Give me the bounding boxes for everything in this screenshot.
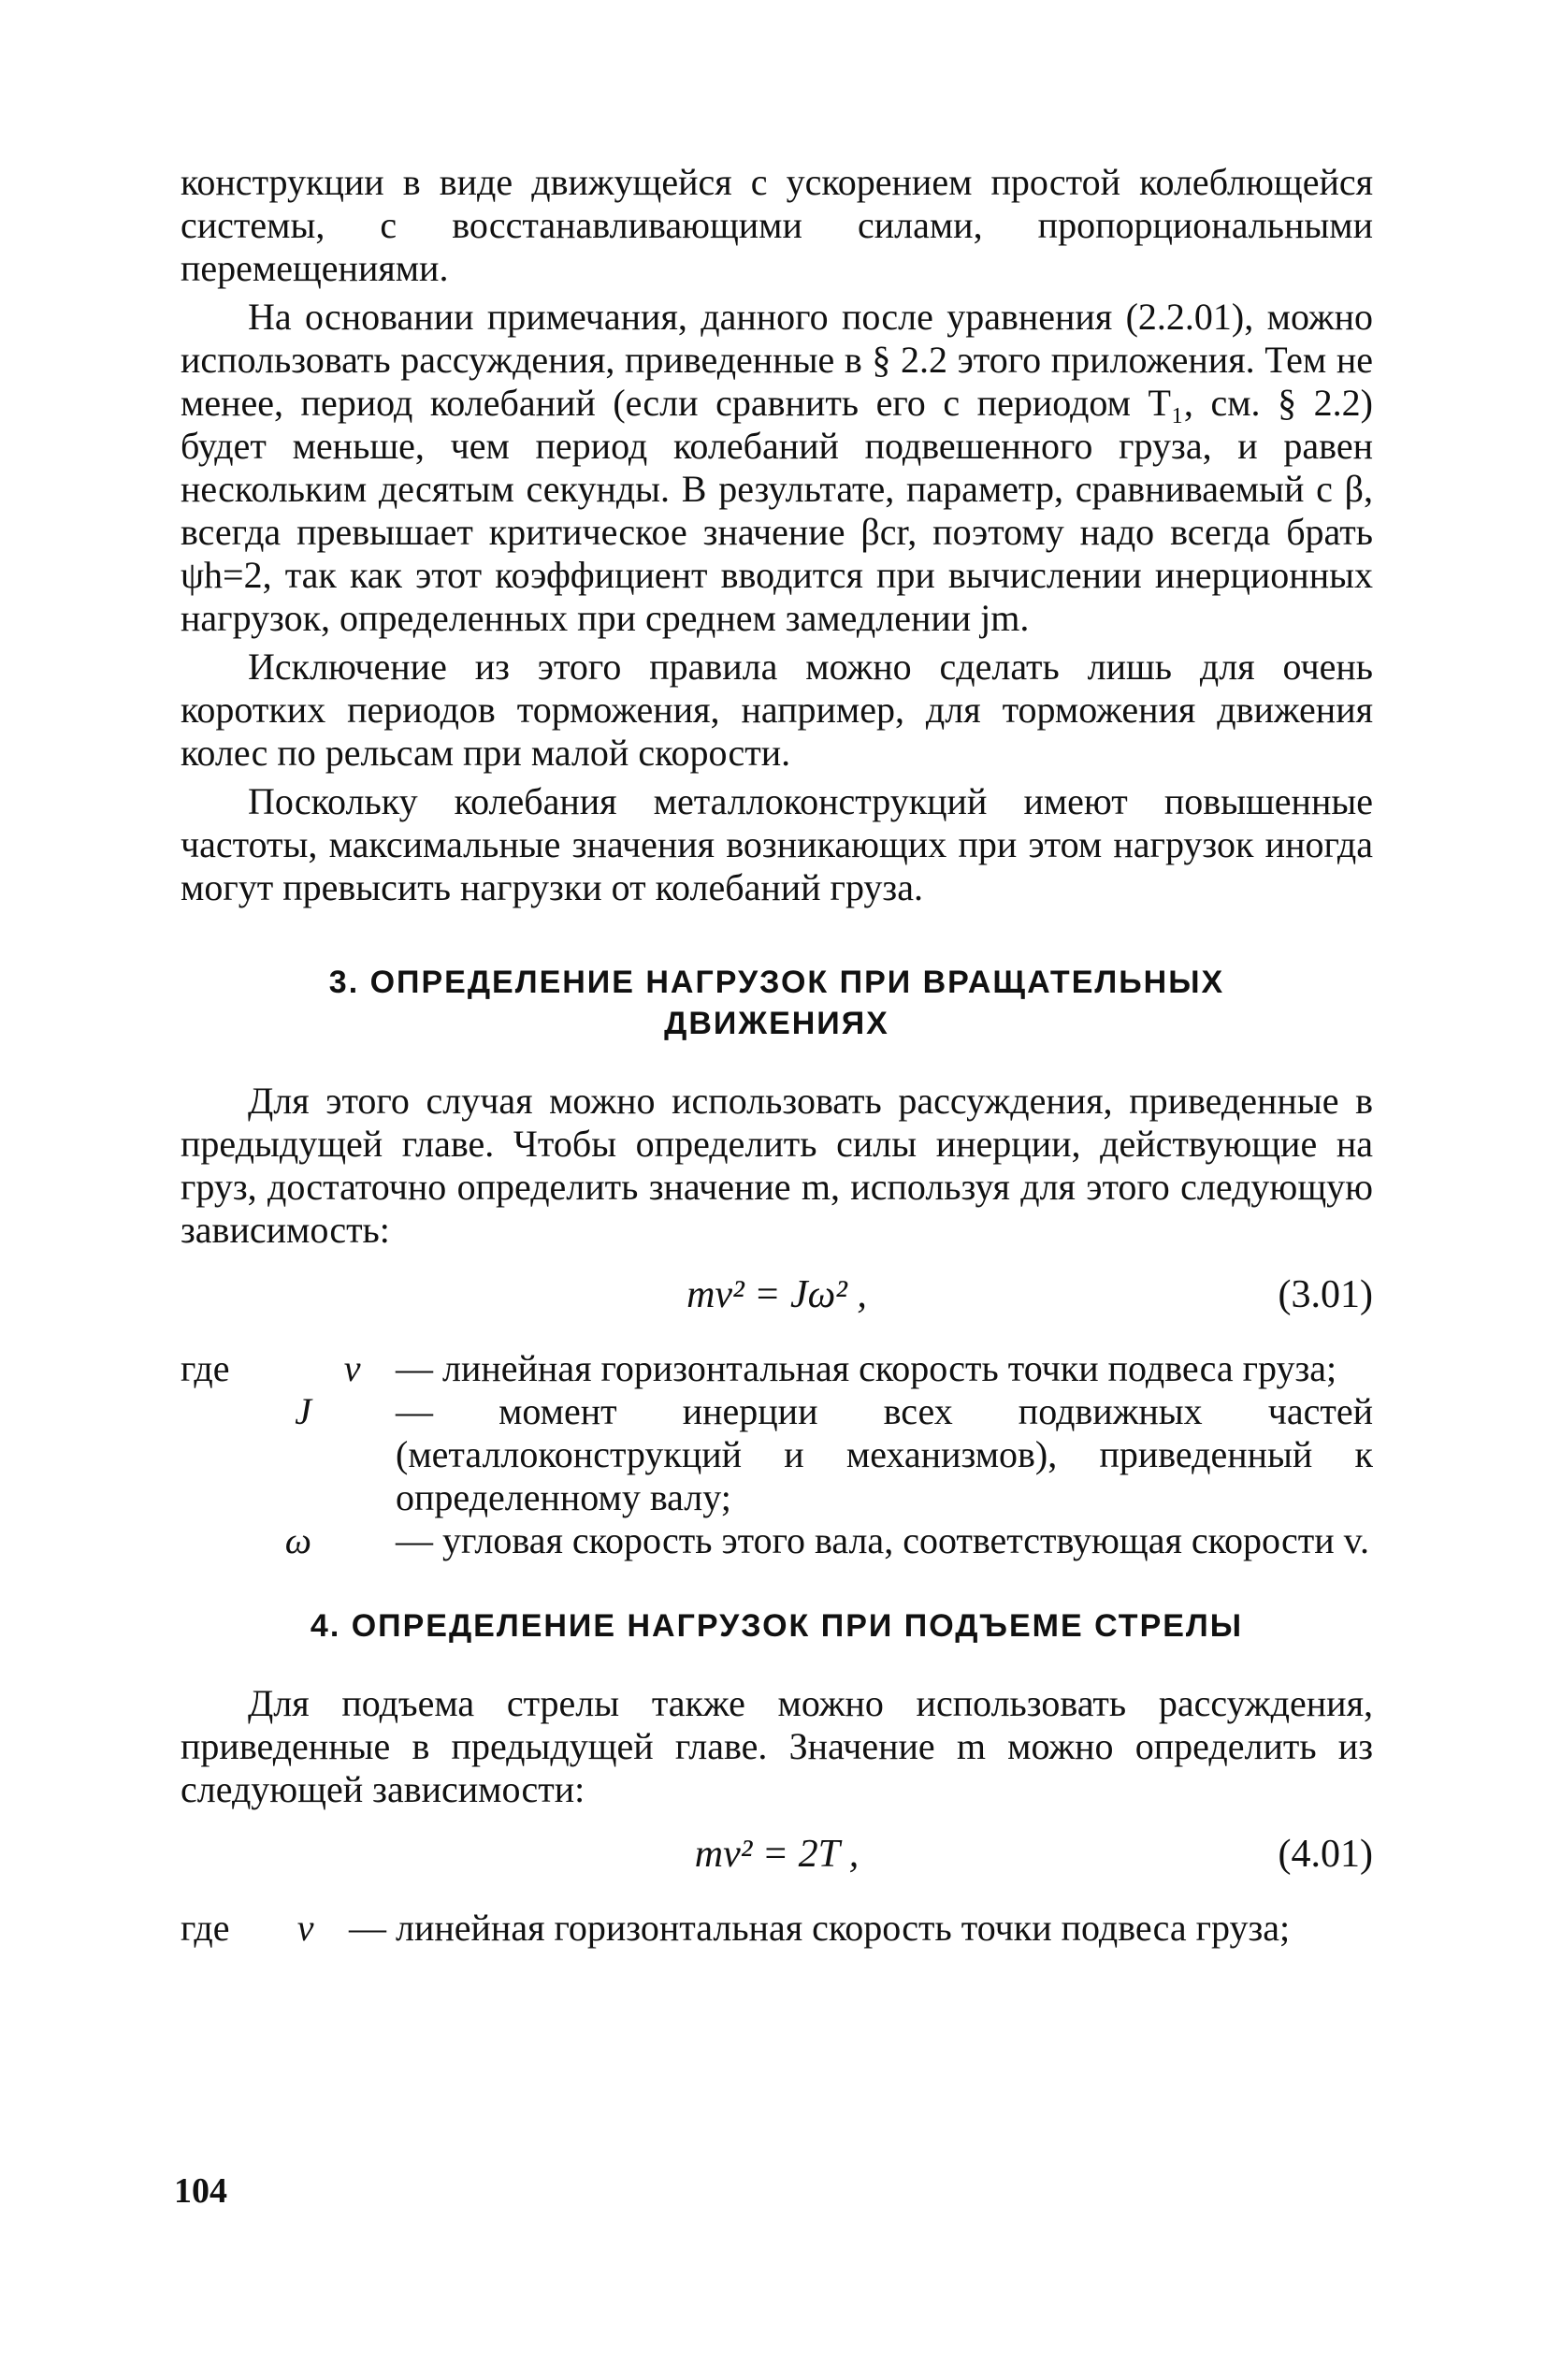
section-4-definitions [181, 1907, 1373, 1950]
definition-symbol: ω [284, 1519, 311, 1561]
equation-4-01 [181, 1832, 1373, 1890]
definition-row [181, 1390, 1373, 1519]
page-content [181, 161, 1373, 1950]
equation-3-01 [181, 1272, 1373, 1330]
paragraph-period: На основании примечания, данного после уравнения (2.2.01), можно использовать рассуждения, приведенные в § 2.2 этого приложения. Тем не менее, период колебаний (если сравнить его с периодом T₁, см. § 2.2) будет меньше, чем период колебаний подвешенного груза, и равен нескольким десятым секунды. В результате, параметр, сравниваемый с β, всегда превышает критическое значение βcr, поэтому надо всегда брать ψh=2, так как этот коэффициент вводится при вычислении инерционных нагрузок, определенных при среднем замедлении jm. [181, 296, 1373, 639]
definition-symbol: J [295, 1390, 311, 1432]
definition-lead: где [181, 1347, 230, 1389]
paragraph-exception: Исключение из этого правила можно сделать лишь для очень коротких периодов торможения, например, для торможения движения колес по рельсам при малой скорости. [181, 646, 1373, 774]
definition-text: — линейная горизонтальная скорость точки подвеса груза; [349, 1907, 1291, 1949]
section-4-paragraph: Для подъема стрелы также можно использовать рассуждения, приведенные в предыдущей главе. Значение m можно определить из следующей зависимости: [181, 1682, 1373, 1810]
section-3-heading-line1: 3. ОПРЕДЕЛЕНИЕ НАГРУЗОК ПРИ ВРАЩАТЕЛЬНЫХ [328, 965, 1225, 1000]
paragraph-continuation: конструкции в виде движущейся с ускорением простой колеблющейся системы, с восстанавливающими силами, пропорциональными перемещениями. [181, 161, 1373, 289]
definition-symbol: v [343, 1347, 361, 1389]
definition-lead: где [181, 1907, 230, 1949]
section-4-heading: 4. ОПРЕДЕЛЕНИЕ НАГРУЗОК ПРИ ПОДЪЕМЕ СТРЕЛЫ [310, 1608, 1244, 1644]
section-3-heading-line2: ДВИЖЕНИЯХ [664, 1006, 889, 1041]
equation-3-01-body: mv² = Jω² , [686, 1273, 867, 1316]
section-3-paragraph: Для этого случая можно использовать рассуждения, приведенные в предыдущей главе. Чтобы определить силы инерции, действующие на груз, достаточно определить значение m, используя для этого следующую зависимость: [181, 1080, 1373, 1251]
equation-4-01-number: (4.01) [1278, 1833, 1373, 1876]
section-3-definitions [181, 1347, 1373, 1562]
equation-3-01-number: (3.01) [1278, 1273, 1373, 1316]
definition-row [181, 1347, 1373, 1390]
page-number: 104 [174, 2171, 227, 2211]
equation-4-01-body: mv² = 2T , [694, 1833, 860, 1876]
definition-symbol: v [296, 1907, 314, 1949]
paragraph-frequencies: Поскольку колебания металлоконструкций имеют повышенные частоты, максимальные значения возникающих при этом нагрузок иногда могут превысить нагрузки от колебаний груза. [181, 780, 1373, 908]
definition-row [181, 1907, 1373, 1950]
definition-row [181, 1519, 1373, 1562]
definition-text: — линейная горизонтальная скорость точки подвеса груза; [396, 1347, 1337, 1389]
definition-text: — угловая скорость этого вала, соответствующая скорости v. [396, 1519, 1370, 1561]
section-3-heading [181, 962, 1373, 1044]
definition-text: — момент инерции всех подвижных частей (металлоконструкций и механизмов), приведенный к определенному валу; [396, 1390, 1373, 1518]
